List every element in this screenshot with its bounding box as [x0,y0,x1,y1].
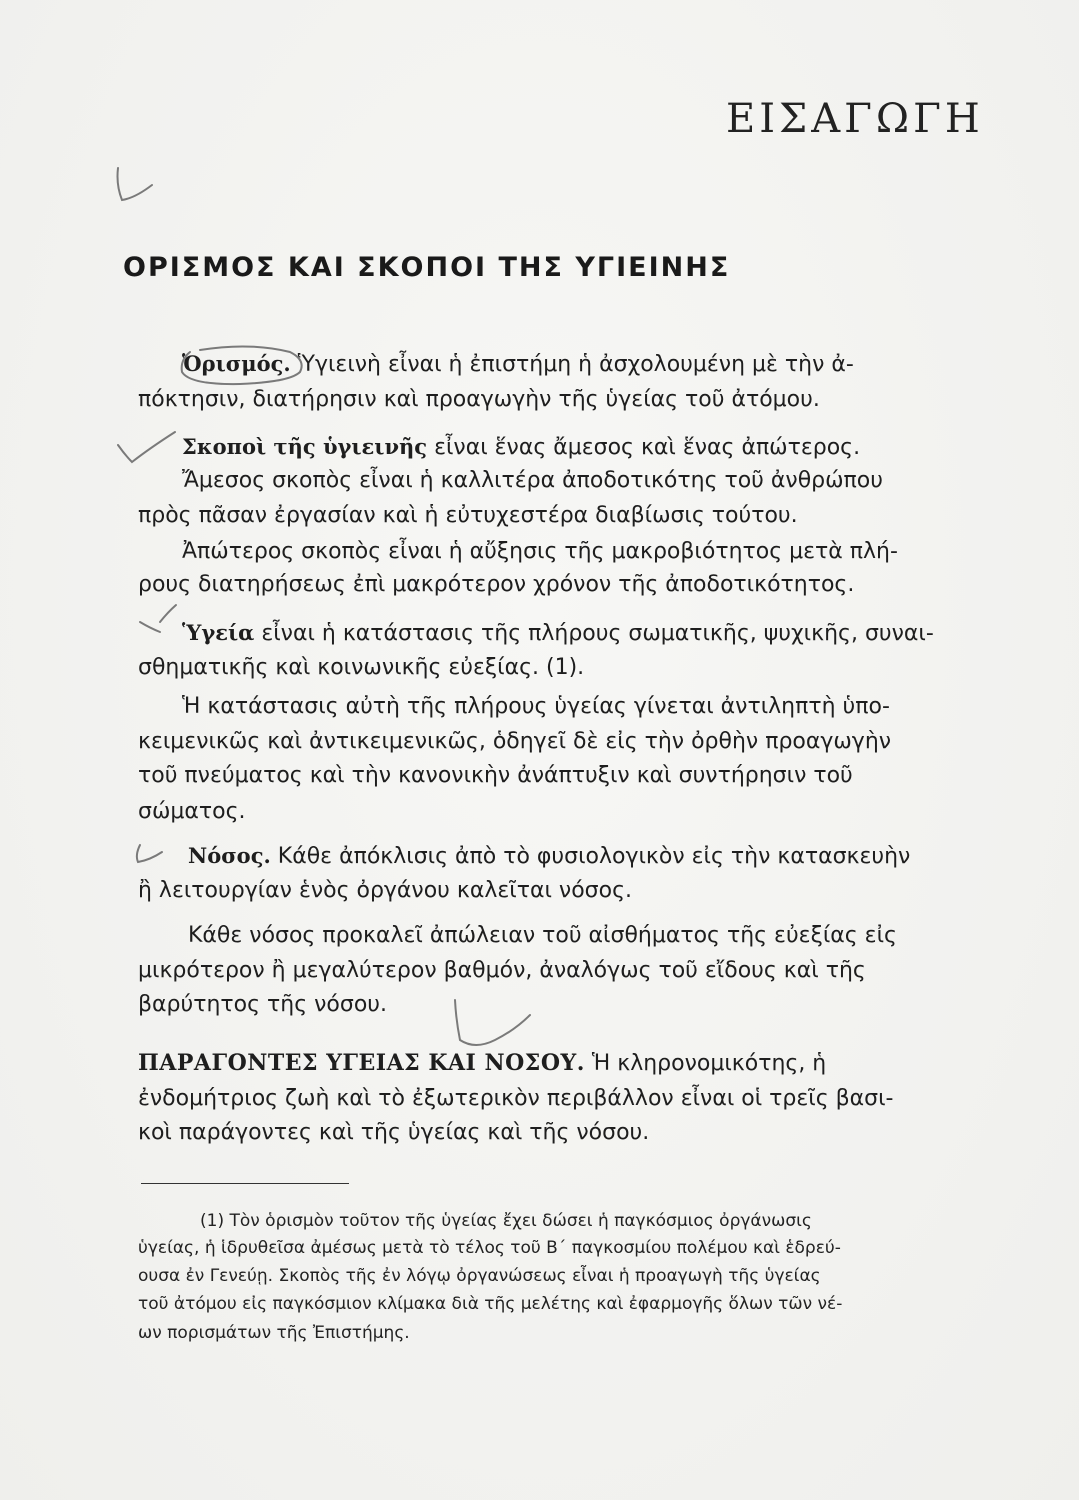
section-heading: ΟΡΙΣΜΟΣ ΚΑΙ ΣΚΟΠΟΙ ΤΗΣ ΥΓΙΕΙΝΗΣ [123,252,731,283]
disease-line-4: μικρότερον ἢ μεγαλύτερον βαθμόν, ἀναλόγως τοῦ εἴδους καὶ τῆς [138,958,866,983]
aims-line-2: Ἄμεσος σκοπὸς εἶναι ἡ καλλιτέρα ἀποδοτικότης τοῦ ἀνθρώπου [182,468,883,493]
pencil-check-mark-disease [137,845,162,862]
health-line-3: Ἡ κατάστασις αὐτὴ τῆς πλήρους ὑγείας γίνεται ἀντιληπτὴ ὑπο- [182,694,890,719]
pencil-check-mark-health [140,622,160,632]
definition-line-2: πόκτησιν, διατήρησιν καὶ προαγωγὴν τῆς ὑγείας τοῦ ἀτόμου. [138,387,820,412]
factors-text-1: Ἡ κληρονομικότης, ἡ [591,1051,827,1076]
pencil-check-mark-health-2 [160,605,176,622]
definition-line-1 [182,353,939,376]
footnote-line-1: (1) Τὸν ὁρισμὸν τοῦτον τῆς ὑγείας ἔχει δώσει ἡ παγκόσμιος ὀργάνωσις [200,1211,812,1231]
aims-line-3: πρὸς πᾶσαν ἐργασίαν καὶ ἡ εὐτυχεστέρα διαβίωσις τούτου. [138,503,798,528]
disease-line-3: Κάθε νόσος προκαλεῖ ἀπώλειαν τοῦ αἰσθήματος τῆς εὐεξίας εἰς [188,923,897,948]
footnote-line-3: ουσα ἐν Γενεύῃ. Σκοπὸς τῆς ἐν λόγῳ ὀργανώσεως εἶναι ἡ προαγωγὴ τῆς ὑγείας [138,1266,821,1286]
health-line-6: σώματος. [138,799,246,824]
factors-line-3: κοὶ παράγοντες καὶ τῆς ὑγείας καὶ τῆς νόσου. [138,1120,650,1145]
footnote-divider [141,1183,349,1184]
factors-line-2: ἐνδομήτριος ζωὴ καὶ τὸ ἐξωτερικὸν περιβάλλον εἶναι οἱ τρεῖς βασι- [138,1086,894,1111]
definition-term: Ὁρισμός. [182,351,291,376]
chapter-title: ΕΙΣΑΓΩΓΗ [726,96,984,142]
aims-line-1 [182,436,860,459]
health-line-2: σθηματικῆς καὶ κοινωνικῆς εὐεξίας. (1). [138,655,585,680]
pencil-check-mark-aims [118,432,175,462]
aims-term: Σκοποὶ τῆς ὑγιεινῆς [182,434,428,459]
aims-line-4: Ἀπώτερος σκοπὸς εἶναι ἡ αὔξησις τῆς μακροβιότητος μετὰ πλή- [182,539,898,564]
pencil-tick-paragraph-end [455,1000,530,1045]
factors-term: ΠΑΡΑΓΟΝΤΕΣ ΥΓΕΙΑΣ ΚΑΙ ΝΟΣΟΥ. [138,1050,585,1076]
footnote-line-2: ὑγείας, ἡ ἱδρυθεῖσα ἀμέσως μετὰ τὸ τέλος τοῦ Β΄ παγκοσμίου πολέμου καὶ ἑδρεύ- [138,1238,841,1258]
health-line-5: τοῦ πνεύματος καὶ τὴν κανονικὴν ἀνάπτυξιν καὶ συντήρησιν τοῦ [138,763,853,788]
footnote-line-4: τοῦ ἀτόμου εἰς παγκόσμιον κλίμακα διὰ τῆς μελέτης καὶ ἐφαρμογῆς ὅλων τῶν νέ- [138,1294,843,1314]
disease-line-5: βαρύτητος τῆς νόσου. [138,992,388,1017]
pencil-check-mark-top [118,168,153,200]
health-line-1 [182,622,934,645]
health-line-4: κειμενικῶς καὶ ἀντικειμενικῶς, ὁδηγεῖ δὲ εἰς τὴν ὀρθὴν προαγωγὴν [138,729,892,754]
definition-text-1: Ὑγιεινὴ εἶναι ἡ ἐπιστήμη ἡ ἀσχολουμένη μὲ τὴν ἀ- [297,352,854,377]
aims-line-5: ρους διατηρήσεως ἐπὶ μακρότερον χρόνον τῆς ἀποδοτικότητος. [138,572,855,597]
disease-line-2: ἢ λειτουργίαν ἑνὸς ὀργάνου καλεῖται νόσος. [138,878,632,903]
disease-term: Νόσος. [188,843,271,868]
health-text-1: εἶναι ἡ κατάστασις τῆς πλήρους σωματικῆς, ψυχικῆς, συναι- [261,621,934,646]
disease-line-1 [188,845,910,868]
footnote-line-5: ων πορισμάτων τῆς Ἐπιστήμης. [138,1323,410,1343]
aims-text-1: εἶναι ἕνας ἄμεσος καὶ ἕνας ἀπώτερος. [434,435,861,460]
factors-line-1 [138,1052,826,1075]
disease-text-1: Κάθε ἀπόκλισις ἀπὸ τὸ φυσιολογικὸν εἰς τὴν κατασκευὴν [277,844,911,869]
health-term: Ὑγεία [182,620,255,645]
